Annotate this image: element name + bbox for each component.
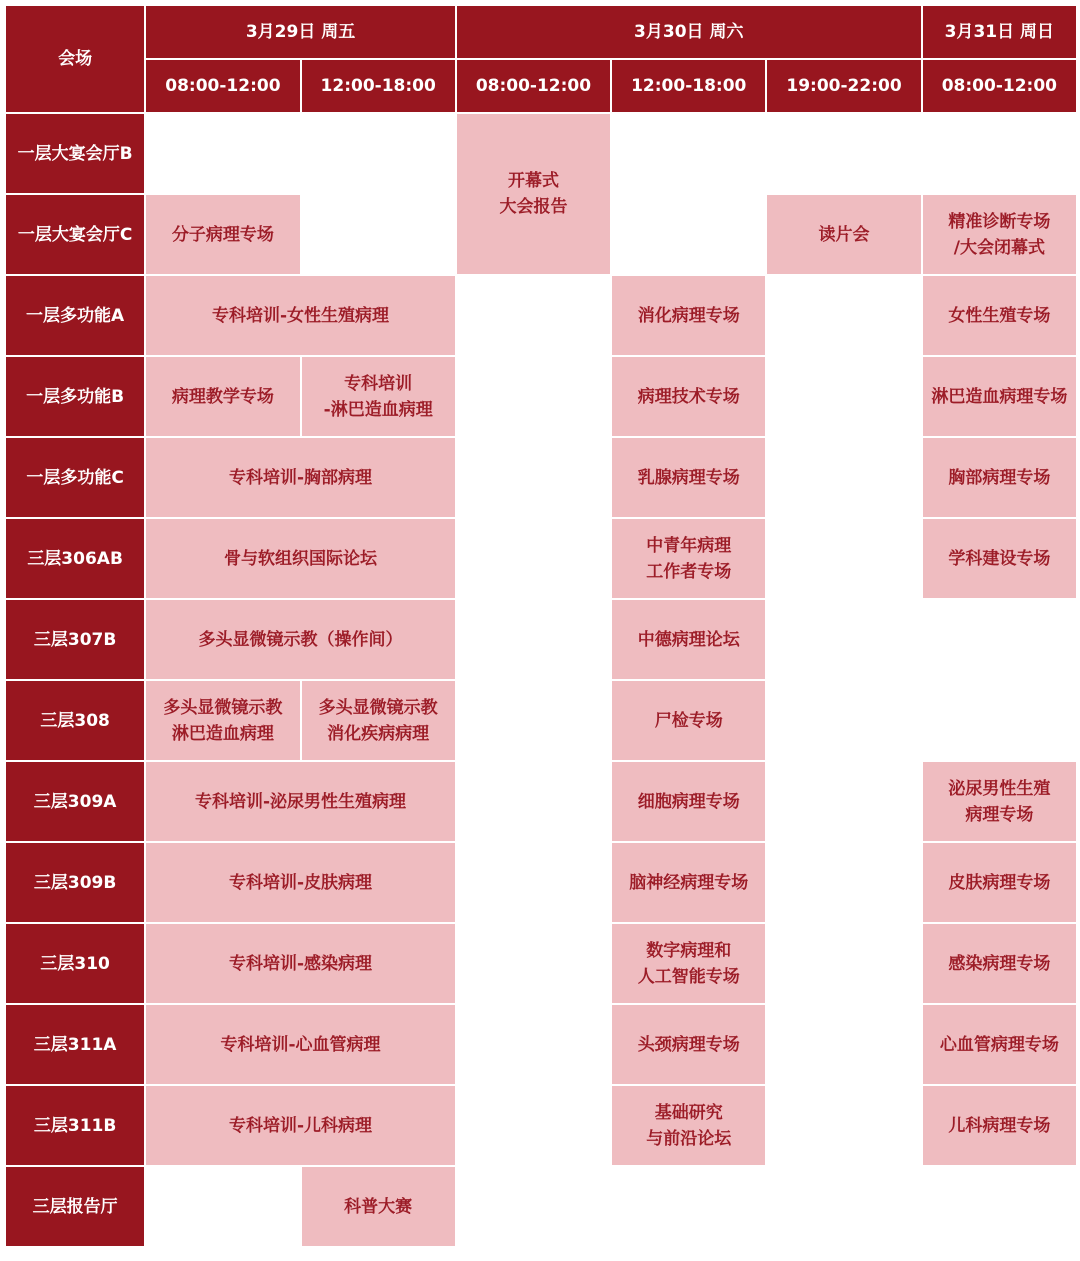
- venue-name: 三层311B: [6, 1086, 144, 1165]
- day-header: 3月29日 周五: [146, 6, 455, 58]
- venue-name: 一层大宴会厅C: [6, 195, 144, 274]
- venue-row: [6, 438, 1076, 517]
- empty-slot: [457, 762, 610, 841]
- venue-row: [6, 519, 1076, 598]
- session-cell: 细胞病理专场: [612, 762, 765, 841]
- empty-slot: [767, 357, 920, 436]
- day-header-row: [6, 6, 1076, 58]
- empty-slot: [457, 681, 610, 760]
- venue-name: 三层报告厅: [6, 1167, 144, 1246]
- session-cell: 中德病理论坛: [612, 600, 765, 679]
- schedule-body: [6, 114, 1076, 1246]
- session-cell: 多头显微镜示教 淋巴造血病理: [146, 681, 299, 760]
- venue-row: [6, 276, 1076, 355]
- empty-slot: [457, 1086, 610, 1165]
- venue-name: 三层310: [6, 924, 144, 1003]
- venue-name: 三层309A: [6, 762, 144, 841]
- session-cell: 科普大赛: [302, 1167, 455, 1246]
- venue-name: 一层多功能C: [6, 438, 144, 517]
- venue-column-header: 会场: [6, 6, 144, 112]
- venue-row: [6, 1086, 1076, 1165]
- empty-slot: [457, 1167, 610, 1246]
- day-header: 3月31日 周日: [923, 6, 1076, 58]
- empty-slot: [146, 114, 299, 193]
- session-cell: 精准诊断专场 /大会闭幕式: [923, 195, 1076, 274]
- venue-row: [6, 843, 1076, 922]
- venue-row: [6, 924, 1076, 1003]
- session-cell: 病理教学专场: [146, 357, 299, 436]
- session-cell: 皮肤病理专场: [923, 843, 1076, 922]
- time-slot-header: 08:00-12:00: [146, 60, 299, 112]
- empty-slot: [767, 843, 920, 922]
- session-cell: 心血管病理专场: [923, 1005, 1076, 1084]
- session-cell: 骨与软组织国际论坛: [146, 519, 455, 598]
- time-slot-header: 19:00-22:00: [767, 60, 920, 112]
- venue-row: [6, 114, 1076, 193]
- session-cell: 胸部病理专场: [923, 438, 1076, 517]
- empty-slot: [923, 681, 1076, 760]
- session-cell: 泌尿男性生殖 病理专场: [923, 762, 1076, 841]
- session-cell: 专科培训 -淋巴造血病理: [302, 357, 455, 436]
- empty-slot: [302, 195, 455, 274]
- session-cell: 学科建设专场: [923, 519, 1076, 598]
- venue-name: 一层大宴会厅B: [6, 114, 144, 193]
- session-cell: 专科培训-皮肤病理: [146, 843, 455, 922]
- venue-row: [6, 762, 1076, 841]
- session-cell: 儿科病理专场: [923, 1086, 1076, 1165]
- session-cell: 病理技术专场: [612, 357, 765, 436]
- session-cell: 感染病理专场: [923, 924, 1076, 1003]
- empty-slot: [612, 1167, 765, 1246]
- empty-slot: [767, 762, 920, 841]
- empty-slot: [457, 519, 610, 598]
- session-cell: 多头显微镜示教（操作间）: [146, 600, 455, 679]
- venue-name: 三层311A: [6, 1005, 144, 1084]
- empty-slot: [457, 1005, 610, 1084]
- time-slot-header: 08:00-12:00: [923, 60, 1076, 112]
- empty-slot: [302, 114, 455, 193]
- empty-slot: [923, 1167, 1076, 1246]
- empty-slot: [612, 195, 765, 274]
- venue-name: 三层308: [6, 681, 144, 760]
- session-cell: 读片会: [767, 195, 920, 274]
- session-cell: 数字病理和 人工智能专场: [612, 924, 765, 1003]
- session-cell: 淋巴造血病理专场: [923, 357, 1076, 436]
- session-cell: 消化病理专场: [612, 276, 765, 355]
- session-cell: 女性生殖专场: [923, 276, 1076, 355]
- empty-slot: [612, 114, 765, 193]
- session-cell: 开幕式 大会报告: [457, 114, 610, 274]
- empty-slot: [767, 276, 920, 355]
- empty-slot: [767, 681, 920, 760]
- empty-slot: [767, 1167, 920, 1246]
- time-slot-header: 12:00-18:00: [302, 60, 455, 112]
- empty-slot: [457, 438, 610, 517]
- empty-slot: [767, 114, 920, 193]
- venue-name: 三层306AB: [6, 519, 144, 598]
- time-slot-header-row: [6, 60, 1076, 112]
- session-cell: 专科培训-儿科病理: [146, 1086, 455, 1165]
- session-cell: 专科培训-女性生殖病理: [146, 276, 455, 355]
- empty-slot: [923, 114, 1076, 193]
- empty-slot: [457, 357, 610, 436]
- session-cell: 脑神经病理专场: [612, 843, 765, 922]
- empty-slot: [457, 924, 610, 1003]
- venue-name: 一层多功能A: [6, 276, 144, 355]
- schedule-header: [6, 6, 1076, 112]
- venue-name: 一层多功能B: [6, 357, 144, 436]
- schedule-table: [4, 4, 1078, 1248]
- session-cell: 分子病理专场: [146, 195, 299, 274]
- venue-name: 三层309B: [6, 843, 144, 922]
- session-cell: 头颈病理专场: [612, 1005, 765, 1084]
- session-cell: 基础研究 与前沿论坛: [612, 1086, 765, 1165]
- empty-slot: [767, 438, 920, 517]
- session-cell: 专科培训-心血管病理: [146, 1005, 455, 1084]
- venue-row: [6, 357, 1076, 436]
- session-cell: 乳腺病理专场: [612, 438, 765, 517]
- venue-row: [6, 681, 1076, 760]
- empty-slot: [767, 924, 920, 1003]
- session-cell: 中青年病理 工作者专场: [612, 519, 765, 598]
- session-cell: 专科培训-胸部病理: [146, 438, 455, 517]
- venue-row: [6, 1005, 1076, 1084]
- venue-row: [6, 1167, 1076, 1246]
- venue-row: [6, 600, 1076, 679]
- empty-slot: [457, 276, 610, 355]
- time-slot-header: 08:00-12:00: [457, 60, 610, 112]
- empty-slot: [923, 600, 1076, 679]
- time-slot-header: 12:00-18:00: [612, 60, 765, 112]
- empty-slot: [767, 519, 920, 598]
- empty-slot: [767, 1005, 920, 1084]
- venue-name: 三层307B: [6, 600, 144, 679]
- session-cell: 专科培训-感染病理: [146, 924, 455, 1003]
- session-cell: 专科培训-泌尿男性生殖病理: [146, 762, 455, 841]
- empty-slot: [457, 843, 610, 922]
- session-cell: 多头显微镜示教 消化疾病病理: [302, 681, 455, 760]
- day-header: 3月30日 周六: [457, 6, 921, 58]
- empty-slot: [146, 1167, 299, 1246]
- session-cell: 尸检专场: [612, 681, 765, 760]
- empty-slot: [457, 600, 610, 679]
- empty-slot: [767, 600, 920, 679]
- empty-slot: [767, 1086, 920, 1165]
